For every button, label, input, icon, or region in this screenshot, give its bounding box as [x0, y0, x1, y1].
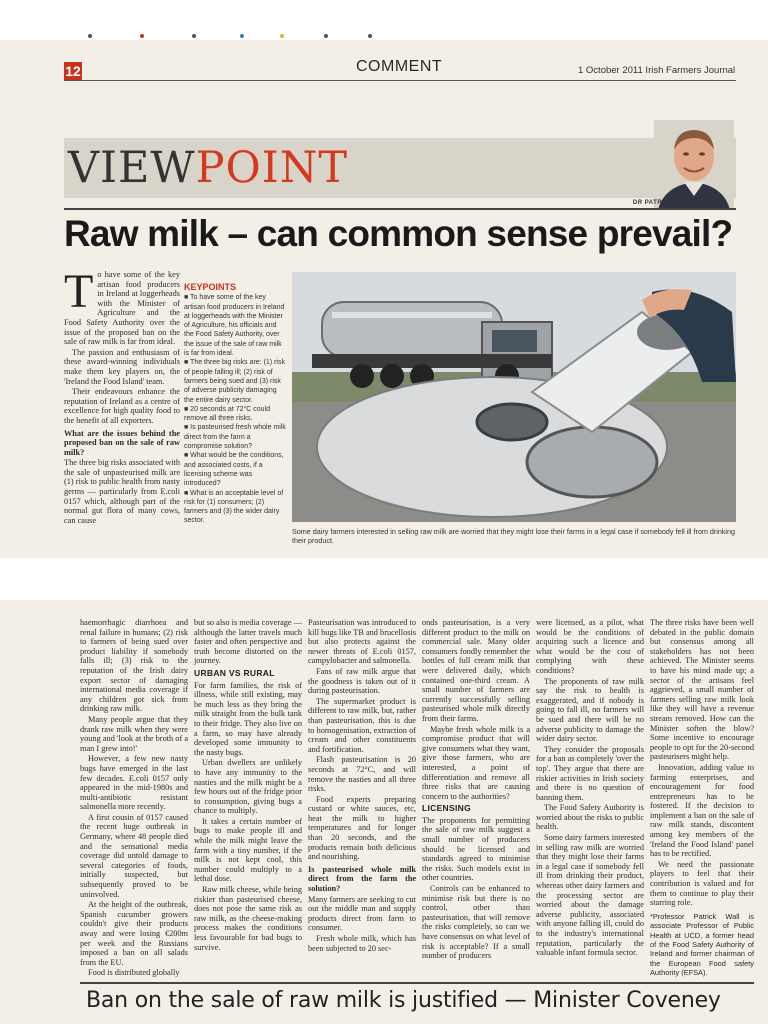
- dateline: 1 October 2011 Irish Farmers Journal: [578, 65, 736, 76]
- subheading-question: Is pasteurised whole milk direct from the farm the solution?: [308, 864, 416, 894]
- keypoint-item: ■ To have some of the key artisan food producers in Ireland at loggerheads with the Minister of Agriculture, his officials and the Food Safety Authority, over the issue of the sale of raw milk is far from ideal.: [184, 294, 285, 358]
- body-column-6: [650, 618, 754, 979]
- keypoint-item: ■ The three big risks are: (1) risk of people falling ill; (2) risk of farmers being sued and (3) risk of adverse publicity damaging the entire dairy sector.: [184, 359, 285, 404]
- body-paragraph: Controls can be enhanced to minimise risk but there is no control, other than pasteurisation, that will remove the risks completely, so can we have consensus on what level of risk is acceptable? If a small number of producers: [422, 884, 530, 961]
- intro-column: [64, 270, 180, 558]
- viewpoint-title: [68, 144, 348, 192]
- author-byline: DR PATRICK WALL*: [632, 200, 698, 206]
- color-dots: [88, 34, 378, 40]
- intro-paragraph: o have some of the key artisan food producers in Ireland at loggerheads with the Minister of Agriculture and the Food Safety Authority over the issue of the proposed ban on the sale of raw milk is far from ideal.: [64, 270, 180, 347]
- body-paragraph: Many people argue that they drank raw milk when they were young and 'look at the broth of a man I grew into!': [80, 714, 188, 753]
- body-paragraph: Raw milk cheese, while being riskier than pasteurised cheese, does not pose the same risk as raw milk, as the cheese-making process makes the conditions less favourable for bad bugs to survive.: [194, 885, 302, 952]
- body-paragraph: Fans of raw milk argue that the goodness is taken out of it during pasteurisation.: [308, 666, 416, 696]
- body-paragraph: Urban dwellers are unlikely to have any immunity to the nasties and the milk might be a few hours out of the fridge prior to consumption, giving bugs a chance to multiply.: [194, 758, 302, 816]
- viewpoint-part1: VIEW: [68, 143, 196, 193]
- body-paragraph: onds pasteurisation, is a very different product to the milk on commercial sale. Many older consumers fondly remember the bottles of full cream milk that were delivered daily, which contained one-third cream. A small number of farmers are currently successfully selling pasteurised whole milk directly from their farms.: [422, 618, 530, 723]
- drop-cap: T: [64, 270, 94, 318]
- body-paragraph: A first cousin of 0157 caused the recent huge outbreak in Germany, where 48 people died and the sensational media coverage did untold damage to several categories of foods, initially suspected, but subsequently proved to be uninvolved.: [80, 812, 188, 899]
- dot: [240, 34, 244, 38]
- body-paragraph: They consider the proposals for a ban as completely 'over the top'. They argue that there are riskier activities in Irish society and there is no question of banning them.: [536, 744, 644, 802]
- keypoint-item: ■ What is an acceptable level of risk for (1) consumers; (2) farmers and (3) the wider dairy sector.: [184, 489, 284, 525]
- intro-paragraph: The passion and enthusiasm of these award-winning individuals make them key players on, the 'Ireland the Food Island' team.: [64, 347, 180, 386]
- dot: [280, 34, 284, 38]
- body-paragraph: were licensed, as a pilot, what would be the conditions of acquiring such a licence and what would be the cost of complying with these conditions?: [536, 618, 644, 675]
- body-paragraph: Many farmers are seeking to cut out the middle man and supply products direct from farm to consumer.: [308, 894, 416, 933]
- body-paragraph: The proponents for permitting the sale of raw milk suggest a small number of producers should be licensed and standards agreed to minimise the risks. Such models exist in other countries.: [422, 815, 530, 883]
- keypoint-item: ■ What would be the conditions, and associated costs, if a licensing scheme was introduced?: [184, 452, 284, 488]
- body-column-2: [194, 618, 302, 953]
- body-paragraph: Innovation, adding value to farming enterprises, and encouragement for food entrepreneurs has to be fostered. If the decision to implement a ban on the sale of raw milk stands, discontent among key members of the 'Ireland the Food Island' panel has to be rectified.: [650, 762, 754, 859]
- keypoint-item: ■ Is pasteurised fresh whole milk direct from the farm a compromise solution?: [184, 424, 286, 451]
- body-paragraph: Some dairy farmers interested in selling raw milk are worried that they might lose their farms in a legal case if somebody fell ill from drinking their product, whereas other dairy farmers and the processing sector are worried about the damage adverse publicity, associated with anyone falling ill, could do to the industry's international reputation, particularly the valuable infant formula sector.: [536, 833, 644, 958]
- body-paragraph: Fresh whole milk, which has been subjected to 20 sec-: [308, 934, 416, 953]
- body-paragraph: Food experts preparing custard or white sauces, etc, heat the milk to higher temperatures and for longer than 20 seconds, and the products remain both delicious and nourishing.: [308, 794, 416, 862]
- section-title: COMMENT: [356, 58, 443, 75]
- subheading-urban-vs-rural: URBAN VS RURAL: [194, 667, 275, 678]
- author-bio: *Professor Patrick Wall is associate Professor of Public Health at UCD, a former head of the Food Safety Authority of Ireland and former chairman of the European Food safety Authority (EFSA).: [650, 911, 754, 978]
- dot: [324, 34, 328, 38]
- body-paragraph: Flash pasteurisation is 20 seconds at 72°C, and will remove the nasties and all three risks.: [308, 755, 416, 794]
- keypoint-item: ■ 20 seconds at 72°C could remove all three risks.: [184, 405, 271, 423]
- viewpoint-rule: [64, 208, 736, 210]
- body-column-3: [308, 618, 416, 954]
- body-column-5: [536, 618, 644, 959]
- dot: [368, 34, 372, 38]
- milk-tanker-photo: [292, 272, 736, 522]
- keypoints-heading: KEYPOINTS: [184, 282, 237, 292]
- dot: [140, 34, 144, 38]
- intro-paragraph: The three big risks associated with the sale of unpasteurised milk are (1) risk to public health from nasty germs — particularly from E.coli 0157 which, although part of the normal gut flora of many cows, can cause: [64, 458, 180, 525]
- dot: [192, 34, 196, 38]
- body-paragraph: Food is distributed globally: [88, 968, 180, 978]
- body-column-4: [422, 618, 530, 962]
- body-paragraph: The supermarket product is different to raw milk, but, rather than pasteurisation, this is due to homogenisation, extraction of cream and other constituents and fortification.: [308, 696, 416, 754]
- body-paragraph: Pasteurisation was introduced to kill bugs like TB and brucellosis but also protects against the newer threats of E.coli 0157, campylobacter and salmonella.: [308, 618, 416, 666]
- body-paragraph: We need the passionate players to feel that their contribution is valued and for them to continue to play their starring role.: [650, 859, 754, 908]
- body-paragraph: The proponents of raw milk say the risk to health is exaggerated, and if nobody is going to fall ill, no farmers will be sued and there will be no adverse publicity to damage the wider dairy sector.: [536, 676, 644, 744]
- dot: [88, 34, 92, 38]
- body-paragraph: At the height of the outbreak, Spanish cucumber growers couldn't give their products away and were losing €200m per week and the Russians imposed a ban on all salads from the EU.: [80, 900, 188, 967]
- body-paragraph: It takes a certain number of bugs to make people ill and while the milk might leave the farm with a tiny number, if the milk is not kept cool, this number could multiply to a lethal dose.: [194, 816, 302, 884]
- author-portrait: [654, 120, 734, 210]
- photo-caption: Some dairy farmers interested in selling raw milk are worried that they might lose their farms in a legal case if somebody fell ill from drinking their product.: [292, 527, 736, 545]
- headline: Raw milk – can common sense prevail?: [64, 213, 733, 254]
- body-paragraph: For farm families, the risk of illness, while still existing, may be much less as they bring the milk straight from the bulk tank to their fridge. They also live on a farm, so may have already developed some immunity to the nasty bugs.: [194, 680, 302, 757]
- body-paragraph: However, a few new nasty bugs have emerged in the last few decades. E.coli 0157 only appeared in the mid-1980s and multi-antibiotic resistant salmonella more recently.: [80, 754, 188, 812]
- bottom-headline: Ban on the sale of raw milk is justified — Minister Coveney: [86, 988, 721, 1013]
- keypoints-box: [184, 283, 288, 526]
- body-paragraph: The three risks have been well debated in the public domain but consensus among all stakeholders has not been achieved. The Minister seems to have his mind made up; a sector of the artisans feel aggrieved, a small number of farmers selling raw milk look like they will have a revenue stream removed. How can the Minister soften the blow? Some incentive to encourage people to opt for the 20-second pasteurisers might help.: [650, 618, 754, 762]
- body-paragraph: Maybe fresh whole milk is a compromise product that will give consumers what they want, give those farmers, who are interested, a point of differentiation and remove all three risks that are causing concern to the authorities?: [422, 724, 530, 801]
- body-paragraph: but so also is media coverage — although the latter travels much faster and often perspective and truth become distorted on the journey.: [194, 618, 302, 666]
- subheading-licensing: LICENSING: [422, 803, 471, 814]
- header-rule: [64, 80, 736, 81]
- body-paragraph: haemorrhagic diarrhoea and renal failure in humans; (2) risk to farmers of being sued over product liability if somebody falls ill; (3) risk to the reputation of the Irish dairy export sector of damaging international media coverage if any children got sick from drinking raw milk.: [80, 618, 188, 714]
- page-number: 12: [65, 63, 81, 79]
- body-column-1: [80, 618, 188, 979]
- bottom-rule: [80, 982, 754, 984]
- intro-question: What are the issues behind the proposed ban on the sale of raw milk?: [64, 428, 180, 457]
- viewpoint-part2: POINT: [195, 143, 349, 193]
- body-paragraph: The Food Safety Authority is worried about the risks to public health.: [536, 803, 644, 832]
- intro-paragraph: Their endeavours enhance the reputation of Ireland as a centre of excellence for high quality food to the benefit of all exporters.: [64, 387, 180, 425]
